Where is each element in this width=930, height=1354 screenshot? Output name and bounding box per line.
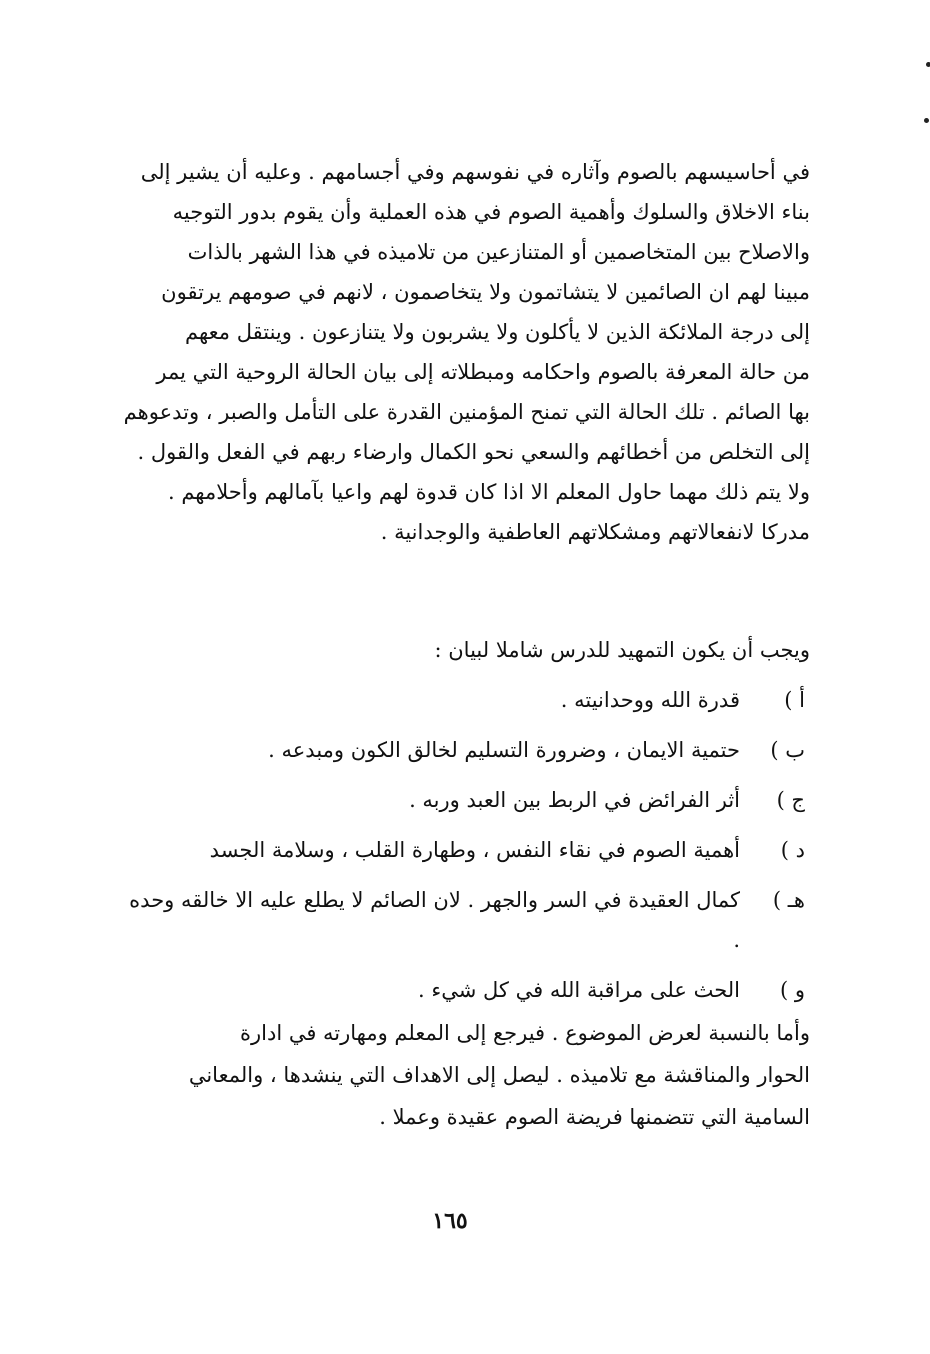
paragraph-line: الحوار والمناقشة مع تلاميذه . ليصل إلى الاهداف التي ينشدها ، والمعاني — [188, 1063, 810, 1087]
paragraph-line: مبينا لهم ان الصائمين لا يتشاتمون ولا يتخاصمون ، لانهم في صومهم يرتقون — [161, 280, 810, 304]
list-marker: أ ) — [784, 688, 805, 712]
list-marker: و ) — [779, 978, 805, 1002]
paragraph-line: إلى التخلص من أخطائهم والسعي نحو الكمال وارضاء ربهم في الفعل والقول . — [137, 440, 810, 464]
list-text: أثر الفرائض في الربط بين العبد وربه . — [409, 788, 740, 812]
list-text: الحث على مراقبة الله في كل شيء . — [418, 978, 740, 1002]
paragraph-1 — [120, 152, 810, 552]
topic-list — [120, 680, 810, 1020]
margin-dot — [924, 118, 929, 123]
list-item — [120, 970, 810, 1010]
list-text: قدرة الله ووحدانيته . — [560, 688, 740, 712]
page-number: ١٦٥ — [432, 1208, 468, 1234]
list-item — [120, 680, 810, 720]
list-marker: هـ ) — [772, 888, 805, 912]
paragraph-line: إلى درجة الملائكة الذين لا يأكلون ولا يشربون ولا يتنازعون . وينتقل معهم — [185, 320, 810, 344]
paragraph-line: من حالة المعرفة بالصوم واحكامه ومبطلاته إلى بيان الحالة الروحية التي يمر — [156, 360, 810, 384]
list-item — [120, 730, 810, 770]
list-item — [120, 880, 810, 960]
list-marker: ج ) — [776, 788, 805, 812]
paragraph-line: في أحاسيسهم بالصوم وآثاره في نفوسهم وفي أجسامهم . وعليه أن يشير إلى — [140, 160, 810, 184]
list-text: كمال العقيدة في السر والجهر . لان الصائم لا يطلع عليه الا خالقه وحده . — [129, 888, 740, 952]
margin-dot — [926, 62, 930, 67]
list-item — [120, 830, 810, 870]
paragraph-line: وأما بالنسبة لعرض الموضوع . فيرجع إلى المعلم ومهارته في ادارة — [239, 1021, 810, 1045]
list-text: حتمية الايمان ، وضرورة التسليم لخالق الكون ومبدعه . — [268, 738, 740, 762]
paragraph-line: بها الصائم . تلك الحالة التي تمنح المؤمنين القدرة على التأمل والصبر ، وتدعوهم — [123, 400, 810, 424]
paragraph-line: السامية التي تتضمنها فريضة الصوم عقيدة وعملا . — [379, 1105, 810, 1129]
list-text: أهمية الصوم في نقاء النفس ، وطهارة القلب ، وسلامة الجسد — [209, 838, 740, 862]
paragraph-line: والاصلاح بين المتخاصمين أو المتنازعين من تلاميذه في هذا الشهر بالذات — [187, 240, 810, 264]
list-marker: د ) — [780, 838, 805, 862]
paragraph-line: ولا يتم ذلك مهما حاول المعلم الا اذا كان قدوة لهم واعيا بآمالهم وأحلامهم . — [167, 480, 810, 504]
list-marker: ب ) — [770, 738, 805, 762]
list-intro: ويجب أن يكون التمهيد للدرس شاملا لبيان : — [434, 638, 810, 662]
list-item — [120, 780, 810, 820]
paragraph-line: مدركا لانفعالاتهم ومشكلاتهم العاطفية والوجدانية . — [380, 520, 810, 544]
paragraph-2 — [120, 1012, 810, 1138]
paragraph-line: بناء الاخلاق والسلوك وأهمية الصوم في هذه العملية وأن يقوم بدور التوجيه — [172, 200, 810, 224]
